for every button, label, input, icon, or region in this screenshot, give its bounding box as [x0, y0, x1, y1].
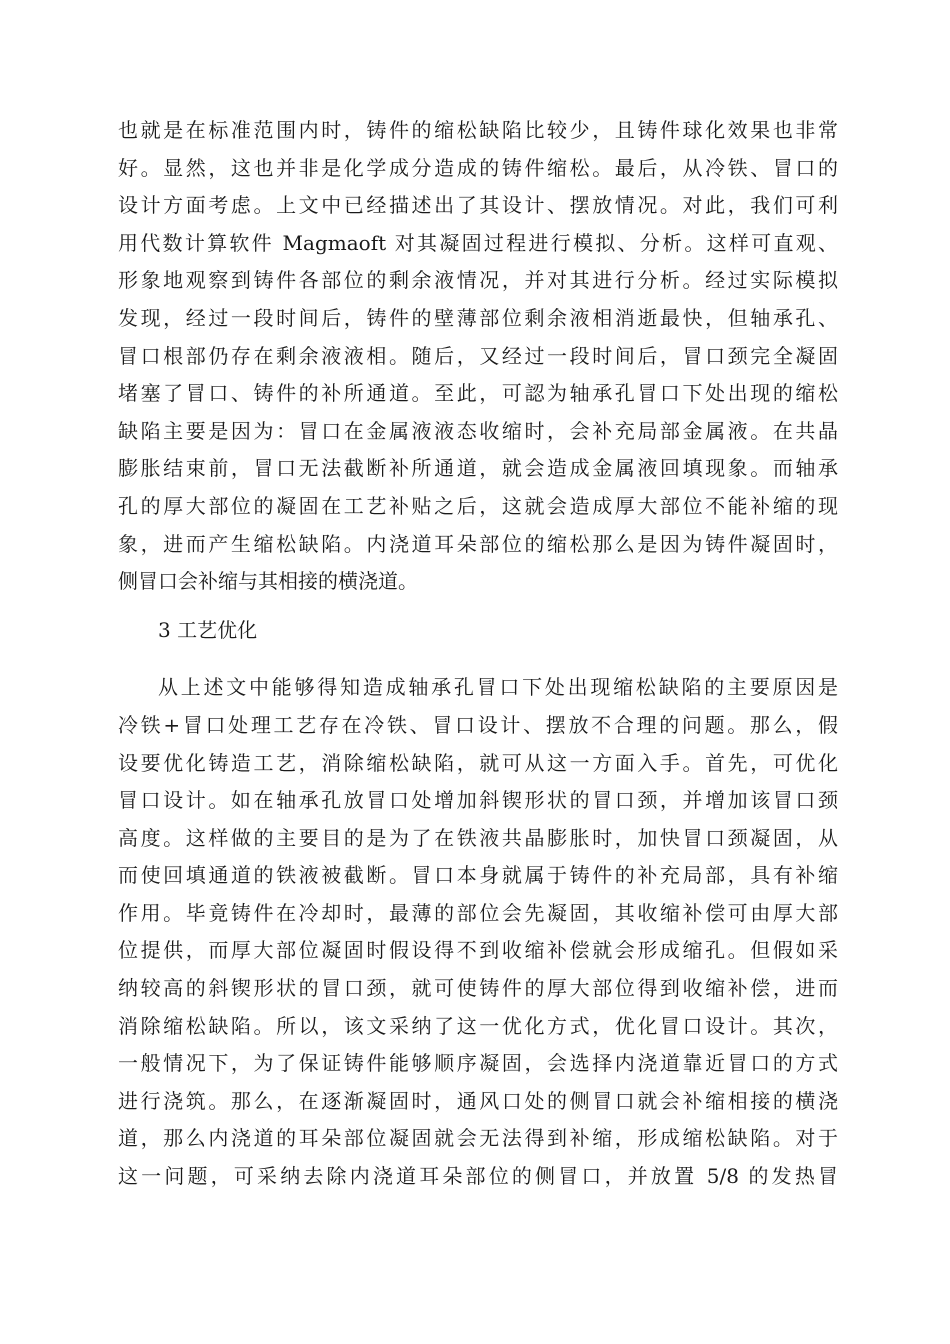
text-line: 作用。毕竟铸件在冷却时，最薄的部位会先凝固，其收缩补偿可由厚大部 — [118, 900, 838, 925]
text-line: 冷铁+冒口处理工艺存在冷铁、冒口设计、摆放不合理的问题。那么，假 — [118, 712, 838, 737]
text-line: 孔的厚大部位的凝固在工艺补贴之后，这就会造成厚大部位不能补缩的现 — [118, 493, 838, 518]
text-line: 缺陷主要是因为：冒口在金属液液态收缩时，会补充局部金属液。在共晶 — [118, 418, 838, 443]
text-line: 而使回填通道的铁液被截断。冒口本身就属于铸件的补充局部，具有补缩 — [118, 863, 838, 888]
text-line: 冒口设计。如在轴承孔放冒口处增加斜锲形状的冒口颈，并增加该冒口颈 — [118, 788, 838, 813]
paragraph-process-optimization — [118, 669, 838, 1195]
text-line: 道，那么内浇道的耳朵部位凝固就会无法得到补缩，形成缩松缺陷。对于 — [118, 1126, 838, 1151]
text-line: 这一问题，可采纳去除内浇道耳朵部位的侧冒口，并放置 5/8 的发热冒 — [118, 1164, 838, 1189]
text-line: 一般情况下，为了保证铸件能够顺序凝固，会选择内浇道靠近冒口的方式 — [118, 1051, 838, 1076]
text-line: 好。显然，这也并非是化学成分造成的铸件缩松。最后，从冷铁、冒口的 — [118, 155, 838, 180]
section-heading: 3 工艺优化 — [158, 617, 258, 642]
text-line: 从上述文中能够得知造成轴承孔冒口下处出现缩松缺陷的主要原因是 — [158, 675, 838, 700]
text-line: 设要优化铸造工艺，消除缩松缺陷，就可从这一方面入手。首先，可优化 — [118, 750, 838, 775]
text-line: 高度。这样做的主要目的是为了在铁液共晶膨胀时，加快冒口颈凝固，从 — [118, 825, 838, 850]
text-line: 进行浇筑。那么，在逐渐凝固时，通风口处的侧冒口就会补缩相接的横浇 — [118, 1088, 838, 1113]
text-line: 消除缩松缺陷。所以，该文采纳了这一优化方式，优化冒口设计。其次， — [118, 1013, 838, 1038]
text-line: 象，进而产生缩松缺陷。内浇道耳朵部位的缩松那么是因为铸件凝固时， — [118, 531, 838, 556]
text-line: 也就是在标准范围内时，铸件的缩松缺陷比较少，且铸件球化效果也非常 — [118, 118, 838, 142]
text-line: 冒口根部仍存在剩余液液相。随后，又经过一段时间后，冒口颈完全凝固 — [118, 343, 838, 368]
text-line: 发现，经过一段时间后，铸件的壁薄部位剩余液相消逝最快，但轴承孔、 — [118, 305, 838, 330]
text-line: 位提供，而厚大部位凝固时假设得不到收缩补偿就会形成缩孔。但假如采 — [118, 938, 838, 963]
text-line: 膨胀结束前，冒口无法截断补所通道，就会造成金属液回填现象。而轴承 — [118, 456, 838, 481]
text-line: 设计方面考虑。上文中已经描述出了其设计、摆放情况。对此，我们可利 — [118, 193, 838, 218]
text-line: 用代数计算软件 Magmaoft 对其凝固过程进行模拟、分析。这样可直观、 — [118, 230, 838, 255]
paragraph-continued — [118, 112, 838, 601]
document-page — [118, 112, 838, 1196]
text-line: 纳较高的斜锲形状的冒口颈，就可使铸件的厚大部位得到收缩补偿，进而 — [118, 976, 838, 1001]
text-line: 堵塞了冒口、铸件的补所通道。至此，可認为轴承孔冒口下处出现的缩松 — [118, 381, 838, 406]
text-line: 形象地观察到铸件各部位的剩余液情况，并对其进行分析。经过实际模拟 — [118, 268, 838, 293]
text-line: 侧冒口会补缩与其相接的横浇道。 — [118, 569, 418, 594]
